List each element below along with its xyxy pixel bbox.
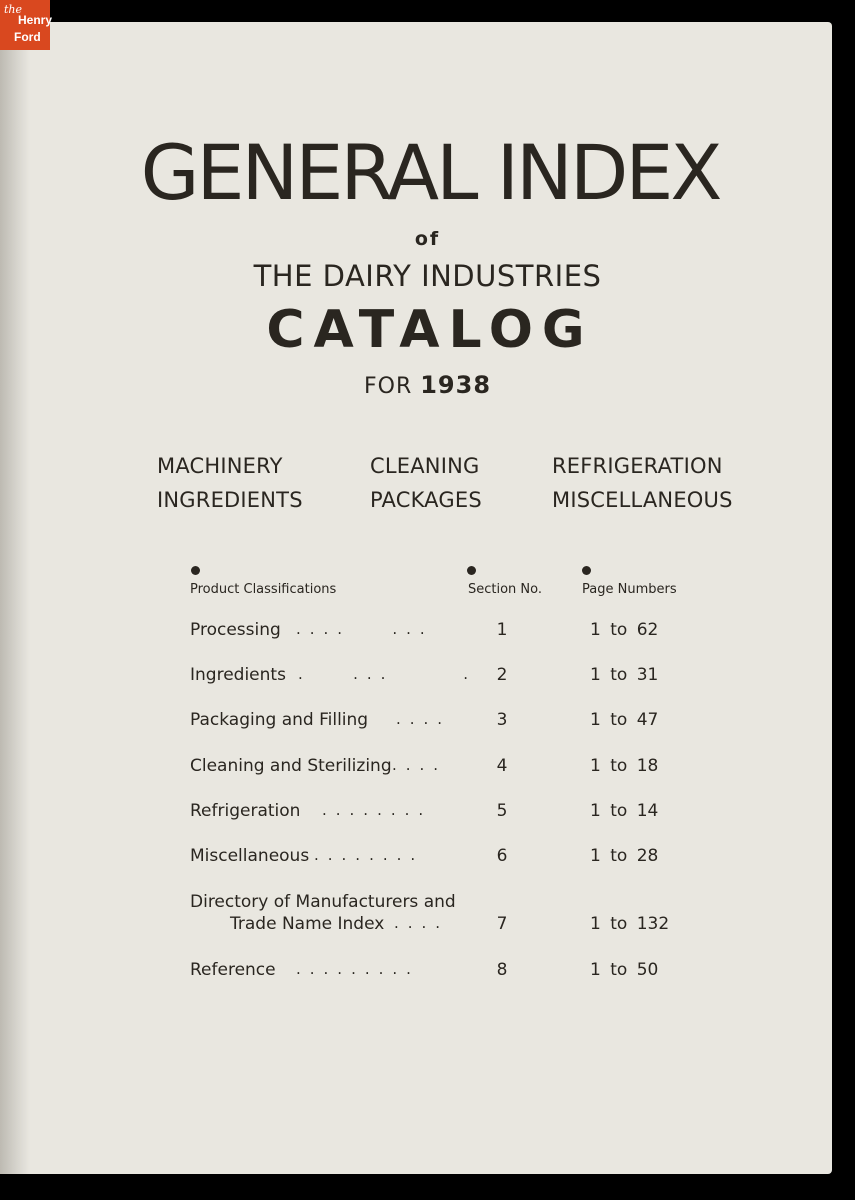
catalog-year (0, 371, 855, 399)
title-of: of (414, 228, 441, 250)
row-section: 6 (496, 846, 508, 866)
category-column-3 (552, 449, 733, 517)
category-column-2 (370, 449, 482, 517)
leader-dots: ......... (296, 960, 420, 978)
category-machinery: MACHINERY (157, 454, 283, 478)
row-label: Miscellaneous (190, 846, 310, 866)
row-pages: 1 to 62 (590, 620, 659, 640)
row-section: 3 (496, 710, 508, 730)
row-label: Ingredients (190, 665, 286, 685)
row-section: 5 (496, 801, 508, 821)
row-label: Packaging and Filling (190, 710, 369, 730)
category-cleaning: CLEANING (370, 454, 480, 478)
category-packages: PACKAGES (370, 488, 482, 512)
row-pages: 1 to 31 (590, 665, 659, 685)
row-label: Cleaning and Sterilizing (190, 756, 392, 776)
row-section: 4 (496, 756, 508, 776)
bullet-dot (582, 566, 591, 575)
leader-dots: .... (392, 756, 448, 774)
henry-ford-logo (0, 0, 53, 50)
logo-ford: Ford (14, 30, 41, 44)
leader-dots: .... (396, 710, 452, 728)
subtitle-catalog: CATALOG (266, 300, 594, 360)
row-label: Reference (190, 960, 276, 980)
year-number: 1938 (420, 371, 492, 399)
leader-dots: ........ (314, 846, 425, 864)
row-section: 1 (496, 620, 508, 640)
bullet-dot (467, 566, 476, 575)
leader-dots: .... ... (296, 620, 434, 638)
logo-henry: Henry (18, 13, 53, 27)
row-label-continued: Trade Name Index (230, 914, 385, 934)
row-pages: 1 to 47 (590, 710, 659, 730)
row-pages: 1 to 132 (590, 914, 670, 934)
header-product-classifications: Product Classifications (190, 582, 337, 597)
subtitle-dairy-industries: THE DAIRY INDUSTRIES (253, 259, 602, 293)
row-pages: 1 to 14 (590, 801, 659, 821)
row-section: 2 (496, 665, 508, 685)
row-label: Refrigeration (190, 801, 301, 821)
page-title: GENERAL INDEX (140, 128, 720, 217)
category-ingredients: INGREDIENTS (157, 488, 303, 512)
leader-dots: . ... . (298, 665, 477, 683)
header-section-no: Section No. (468, 582, 543, 597)
row-label: Directory of Manufacturers and (190, 892, 456, 912)
row-section: 8 (496, 960, 508, 980)
row-section: 7 (496, 914, 508, 934)
row-pages: 1 to 18 (590, 756, 659, 776)
row-pages: 1 to 28 (590, 846, 659, 866)
logo-the: the (4, 3, 23, 16)
bullet-dot (191, 566, 200, 575)
leader-dots: ........ (322, 801, 433, 819)
leader-dots: .... (394, 914, 450, 932)
row-label: Processing (190, 620, 281, 640)
category-miscellaneous: MISCELLANEOUS (552, 488, 733, 512)
year-prefix: FOR (363, 374, 413, 399)
row-pages: 1 to 50 (590, 960, 659, 980)
category-column-1 (157, 449, 303, 517)
category-refrigeration: REFRIGERATION (552, 454, 723, 478)
header-page-numbers: Page Numbers (582, 582, 677, 597)
